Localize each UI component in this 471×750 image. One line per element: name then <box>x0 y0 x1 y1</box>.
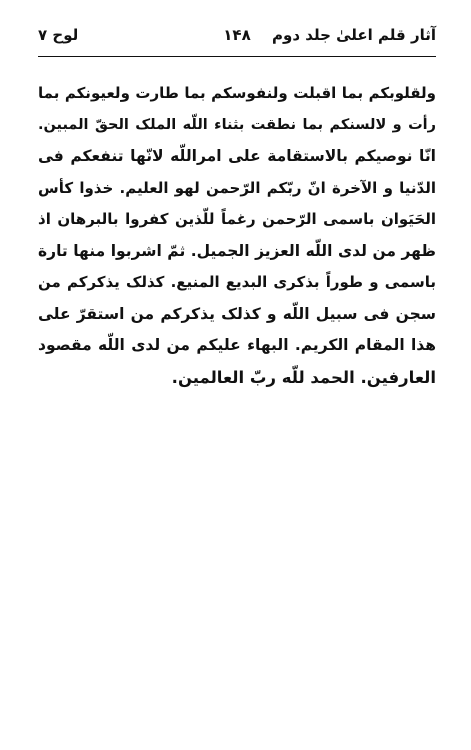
text-line: رأت و لالسنکم بما نطقت بثناء اللّه الملک الحقّ المبین. <box>38 116 436 133</box>
page-header <box>38 26 436 52</box>
text-line: سجن فی سبیل اللّه و کذلک یذکرکم من استقرّ علی <box>38 304 436 323</box>
text-line: ظهر من لدی اللّه العزیز الجمیل. ثمّ اشربوا منها تارة <box>38 241 436 260</box>
text-line: الدّنیا و الآخرة انّ ربّکم الرّحمن لهو العلیم. خذوا کأس <box>38 178 436 197</box>
text-line: العارفین. الحمد للّه ربّ العالمین. <box>171 367 436 387</box>
body-text <box>38 78 436 393</box>
text-line: ولقلوبکم بما اقبلت ولنفوسکم بما طارت ولعیونکم بما <box>38 84 436 102</box>
tablet-label: لوح ۷ <box>38 26 79 44</box>
text-line: انّا نوصیکم بالاستقامة علی امراللّه لانّها تنفعکم فی <box>38 147 436 165</box>
text-line: الحَیَوان باسمی الرّحمن رغماً للّذین کفروا بالبرهان اذ <box>38 210 436 228</box>
text-line: هذا المقام الکریم. البهاء علیکم من لدی اللّه مقصود <box>38 336 436 354</box>
text-line: باسمی و طوراً بذکری البدیع المنیع. کذلک یذکرکم من <box>38 273 436 291</box>
page-number: ۱۴۸ <box>223 26 251 44</box>
book-title: آثار قلم اعلیٰ جلد دوم <box>272 26 436 44</box>
header-rule <box>38 56 436 57</box>
